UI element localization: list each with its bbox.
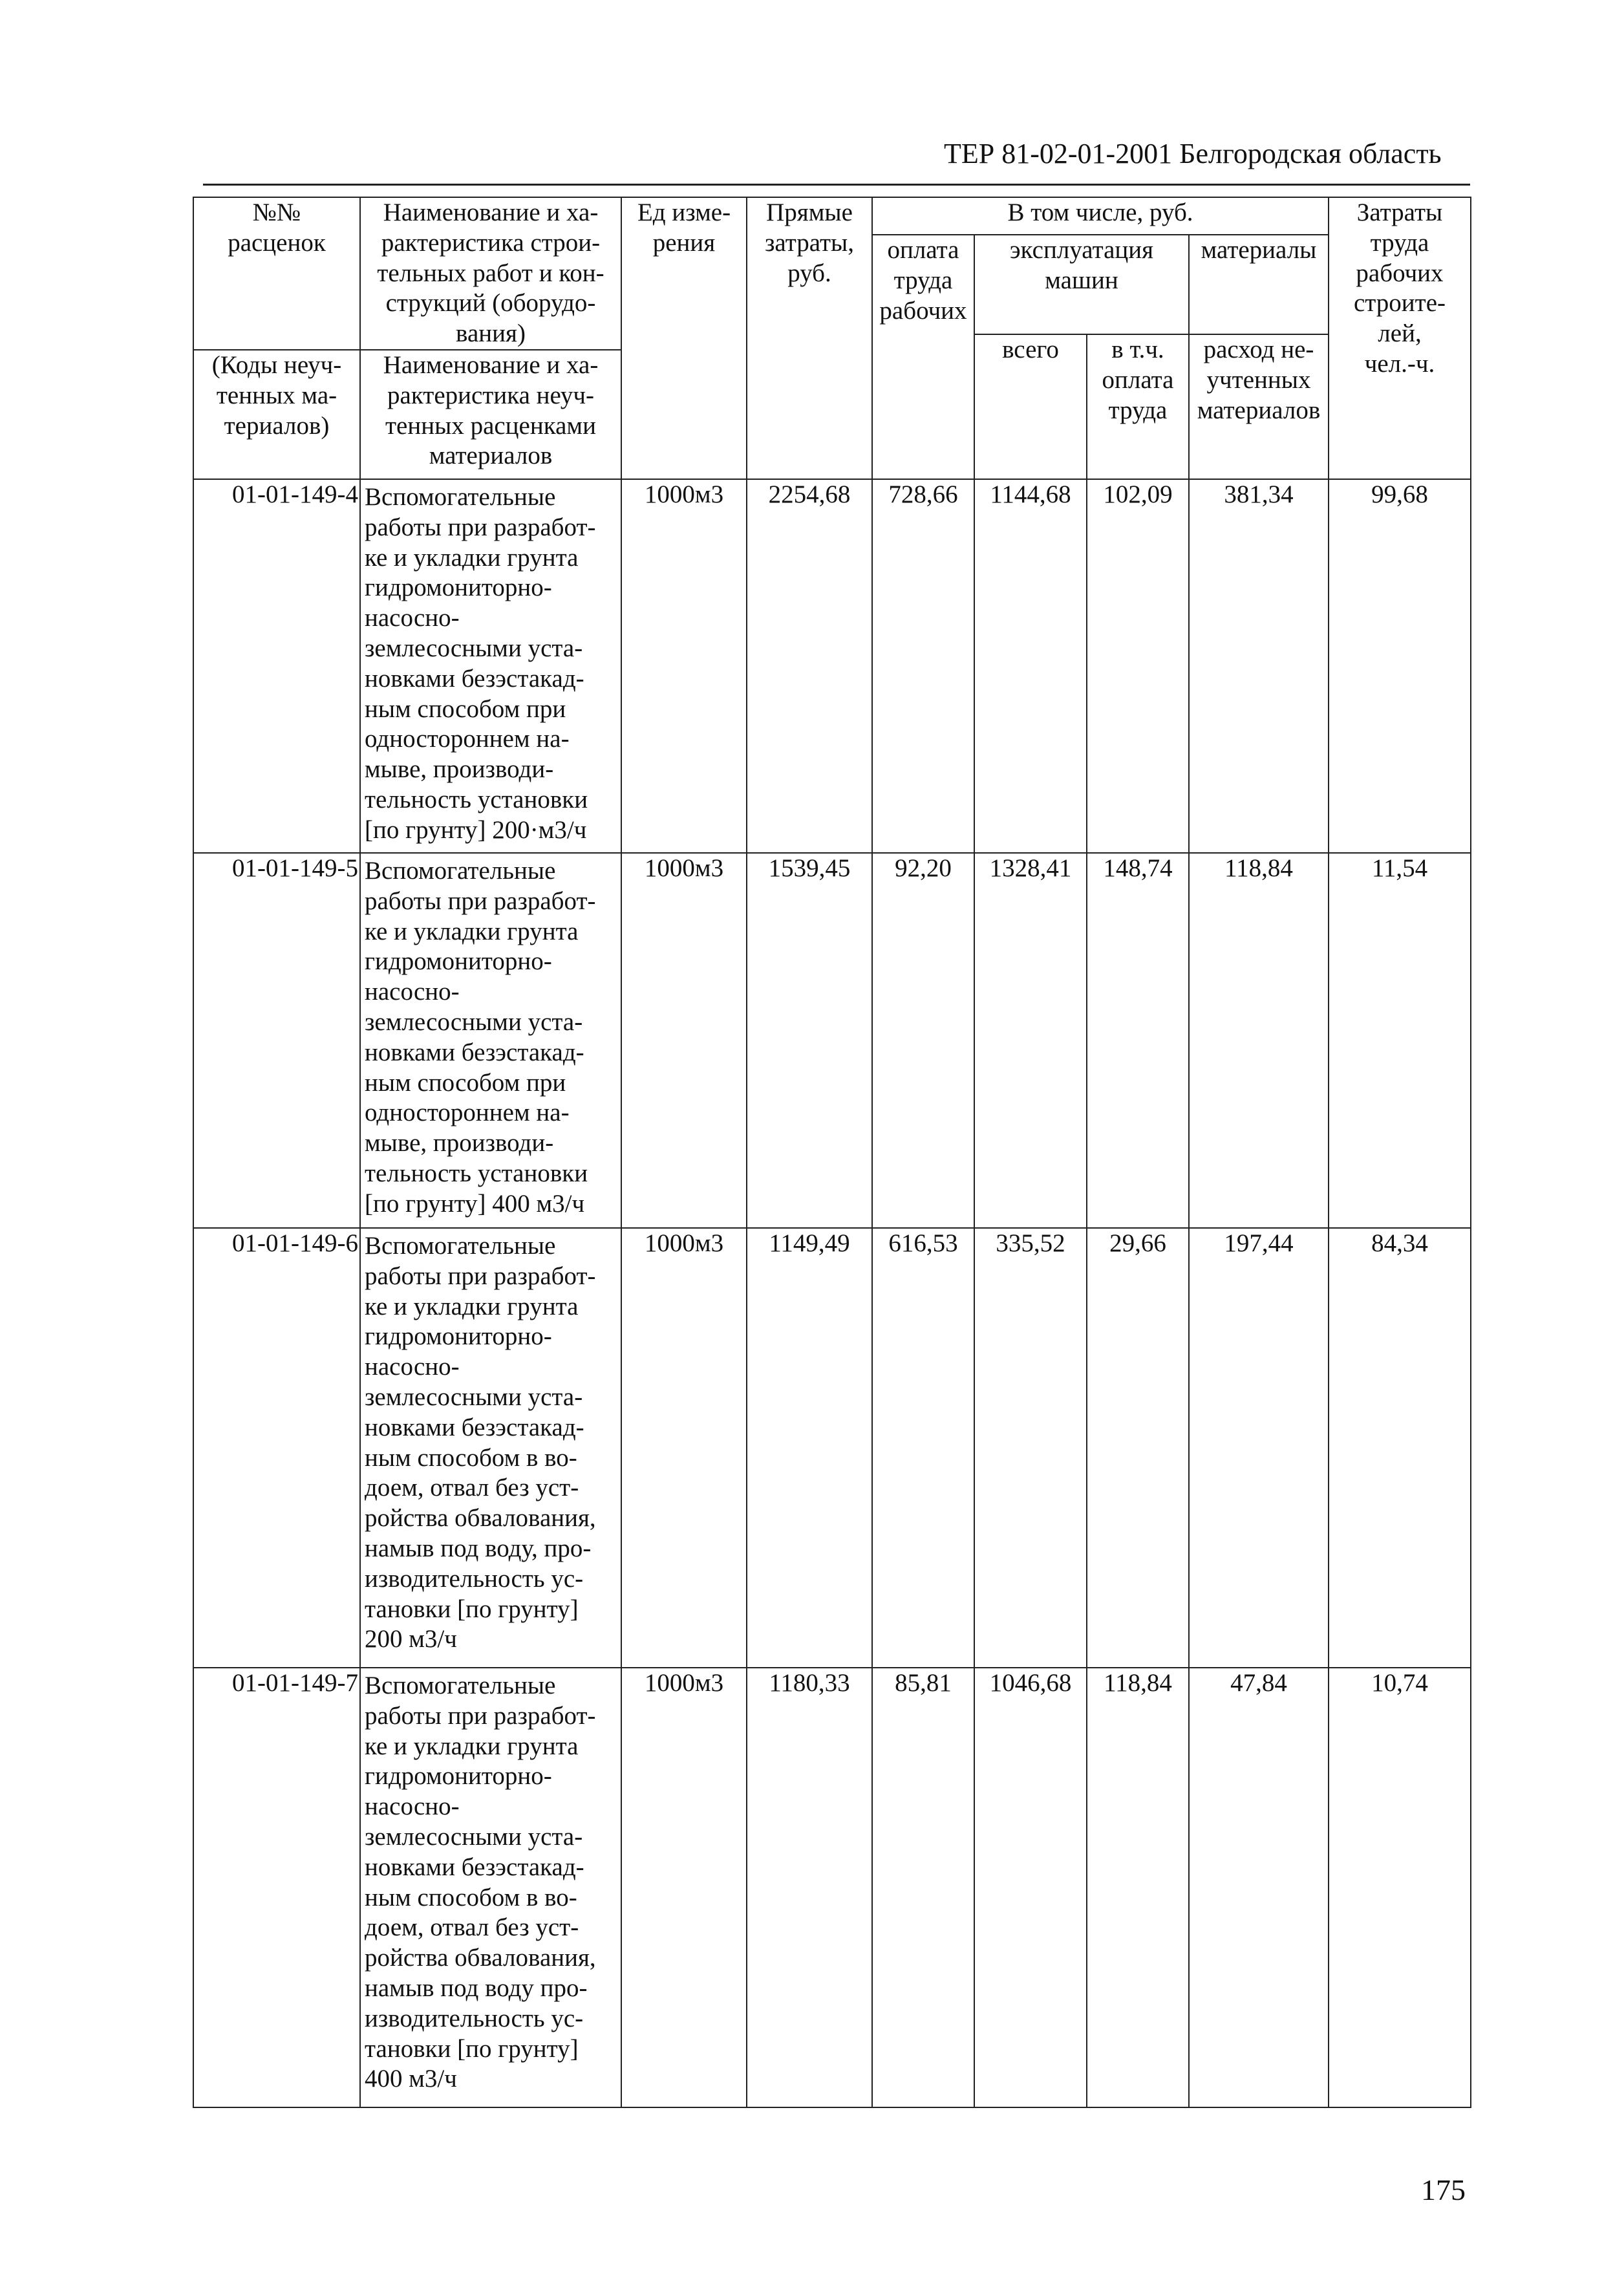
wage: 616,53 — [872, 1228, 974, 1668]
direct-costs: 1539,45 — [747, 853, 872, 1228]
machines-wage: 118,84 — [1087, 1668, 1189, 2107]
table-row — [193, 1228, 1471, 1668]
rate-code: 01-01-149-6 — [193, 1228, 360, 1668]
header-name: Наименование и ха- рактеристика строи- тельных работ и кон- струкций (оборудо- вания) — [360, 197, 621, 350]
materials: 118,84 — [1189, 853, 1329, 1228]
work-description: Вспомогательные работы при разработ- ке и укладки грунта гидромониторно- насосно- землесосными уста- новками безэстакад- ным способом в во- доем, отвал без уст- ройства обвалования, намыв под воду про- изводительность ус- тановки [по грунту] 400 м3/ч — [360, 1668, 621, 2107]
direct-costs: 1149,49 — [747, 1228, 872, 1668]
table-row — [193, 853, 1471, 1228]
machines-total: 335,52 — [974, 1228, 1087, 1668]
header-wage: оплата труда рабочих — [872, 235, 974, 479]
labor-costs: 99,68 — [1329, 479, 1471, 853]
header-machines-wage: в т.ч. оплата труда — [1087, 334, 1189, 479]
table-row — [193, 479, 1471, 853]
machines-wage: 29,66 — [1087, 1228, 1189, 1668]
materials: 47,84 — [1189, 1668, 1329, 2107]
wage: 92,20 — [872, 853, 974, 1228]
header-machines-total: всего — [974, 334, 1087, 479]
header-code: №№ расценок — [193, 197, 360, 350]
header-name-sub: Наименование и ха- рактеристика неуч- тенных расценками материалов — [360, 350, 621, 479]
header-materials: материалы — [1189, 235, 1329, 334]
work-description: Вспомогательные работы при разработ- ке и укладки грунта гидромониторно- насосно- землесосными уста- новками безэстакад- ным способом в во- доем, отвал без уст- ройства обвалования, намыв под воду, про- изводительность ус- тановки [по грунту] 200 м3/ч — [360, 1228, 621, 1668]
rate-code: 01-01-149-7 — [193, 1668, 360, 2107]
rate-code: 01-01-149-4 — [193, 479, 360, 853]
unit: 1000м3 — [621, 1228, 747, 1668]
machines-total: 1046,68 — [974, 1668, 1087, 2107]
table-row — [193, 1668, 1471, 2107]
direct-costs: 2254,68 — [747, 479, 872, 853]
wage: 85,81 — [872, 1668, 974, 2107]
direct-costs: 1180,33 — [747, 1668, 872, 2107]
machines-wage: 102,09 — [1087, 479, 1189, 853]
wage: 728,66 — [872, 479, 974, 853]
labor-costs: 10,74 — [1329, 1668, 1471, 2107]
machines-total: 1328,41 — [974, 853, 1087, 1228]
header-machines: эксплуатация машин — [974, 235, 1189, 334]
header-labor-costs: Затраты труда рабочих строите- лей, чел.-ч. — [1329, 197, 1471, 479]
running-header-title: ТЕР 81-02-01-2001 Белгородская область — [944, 138, 1442, 169]
unit: 1000м3 — [621, 479, 747, 853]
machines-wage: 148,74 — [1087, 853, 1189, 1228]
materials: 197,44 — [1189, 1228, 1329, 1668]
unit: 1000м3 — [621, 1668, 747, 2107]
header-direct-costs: Прямые затраты, руб. — [747, 197, 872, 479]
labor-costs: 11,54 — [1329, 853, 1471, 1228]
work-description: Вспомогательные работы при разработ- ке и укладки грунта гидромониторно- насосно- землесосными уста- новками безэстакад- ным способом при одностороннем на- мыве, производи- тельность установки [по грунту] 400 м3/ч — [360, 853, 621, 1228]
rate-code: 01-01-149-5 — [193, 853, 360, 1228]
labor-costs: 84,34 — [1329, 1228, 1471, 1668]
work-description: Вспомогательные работы при разработ- ке и укладки грунта гидромониторно- насосно- землесосными уста- новками безэстакад- ным способом при одностороннем на- мыве, производи- тельность установки [по грунту] 200·м3/ч — [360, 479, 621, 853]
unit: 1000м3 — [621, 853, 747, 1228]
header-including: В том числе, руб. — [872, 197, 1329, 235]
header-unaccounted-materials: расход не- учтенных материалов — [1189, 334, 1329, 479]
materials: 381,34 — [1189, 479, 1329, 853]
header-code-sub: (Коды неуч- тенных ма- териалов) — [193, 350, 360, 479]
header-unit: Ед изме- рения — [621, 197, 747, 479]
rates-table — [193, 197, 1471, 2108]
header-rule — [203, 184, 1470, 186]
page-number: 175 — [1421, 2173, 1466, 2206]
machines-total: 1144,68 — [974, 479, 1087, 853]
